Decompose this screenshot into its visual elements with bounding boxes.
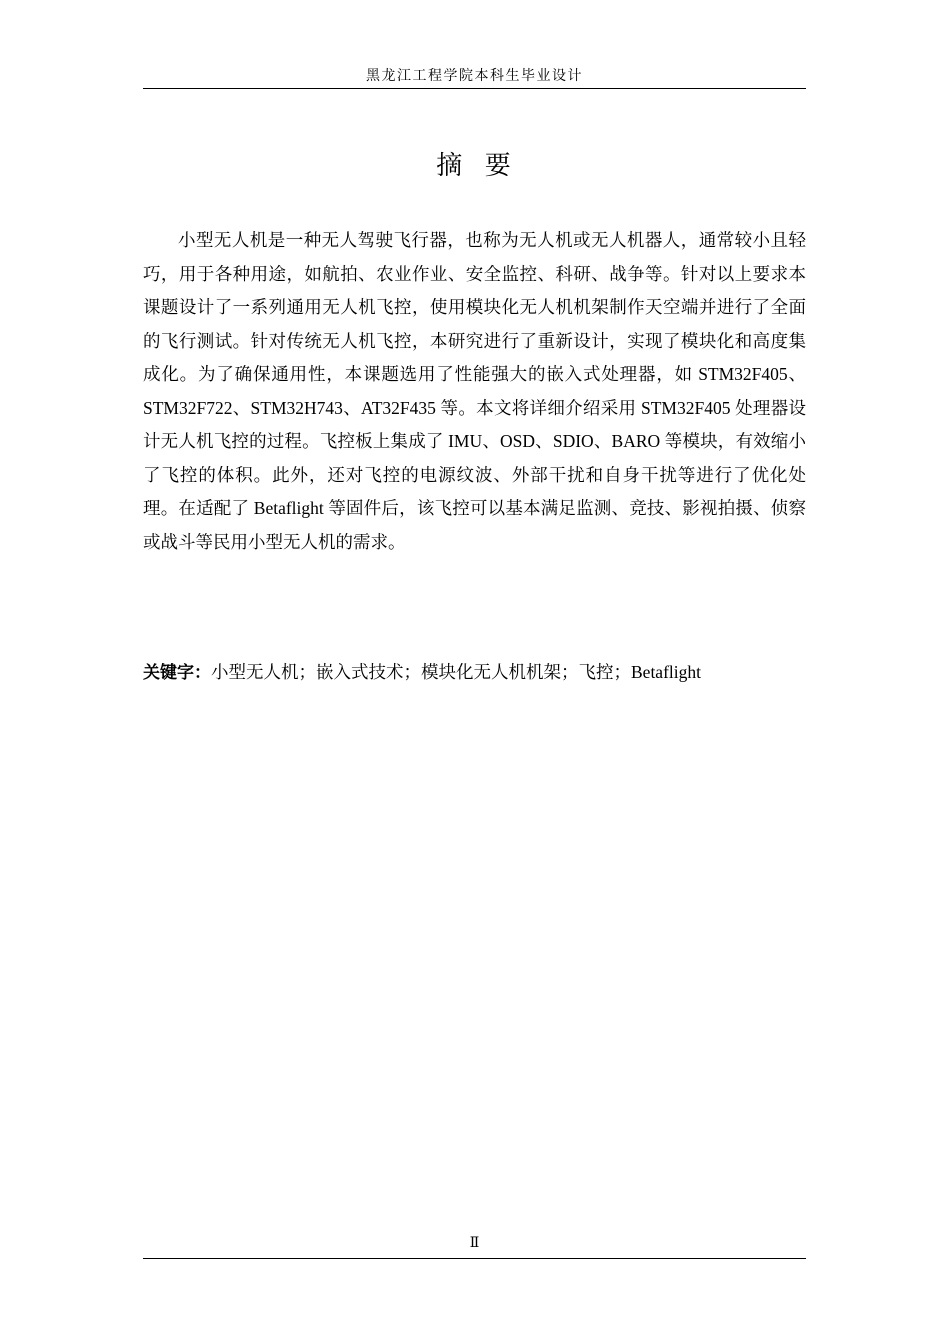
section-title: 摘 要 [436,151,513,181]
keywords-text: 小型无人机；嵌入式技术；模块化无人机机架；飞控；Betaflight [211,662,701,682]
keywords-line [143,656,806,690]
keywords-label: 关键字： [143,663,211,683]
footer-rule [143,1258,806,1259]
header-rule [143,88,806,89]
abstract-paragraph: 小型无人机是一种无人驾驶飞行器，也称为无人机或无人机器人，通常较小且轻巧，用于各种用途，如航拍、农业作业、安全监控、科研、战争等。针对以上要求本课题设计了一系列通用无人机飞控，使用模块化无人机机架制作天空端并进行了全面的飞行测试。针对传统无人机飞控，本研究进行了重新设计，实现了模块化和高度集成化。为了确保通用性，本课题选用了性能强大的嵌入式处理器，如 STM32F405、STM32F722、STM32H743、AT32F435 等。本文将详细介绍采用 STM32F405 处理器设计无人机飞控的过程。飞控板上集成了 IMU、OSD、SDIO、BARO 等模块，有效缩小了飞控的体积。此外，还对飞控的电源纹波、外部干扰和自身干扰等进行了优化处理。在适配了 Betaflight 等固件后，该飞控可以基本满足监测、竞技、影视拍摄、侦察或战斗等民用小型无人机的需求。 [143,230,806,552]
page-number: Ⅱ [469,1236,480,1251]
running-header: 黑龙江工程学院本科生毕业设计 [366,69,583,84]
